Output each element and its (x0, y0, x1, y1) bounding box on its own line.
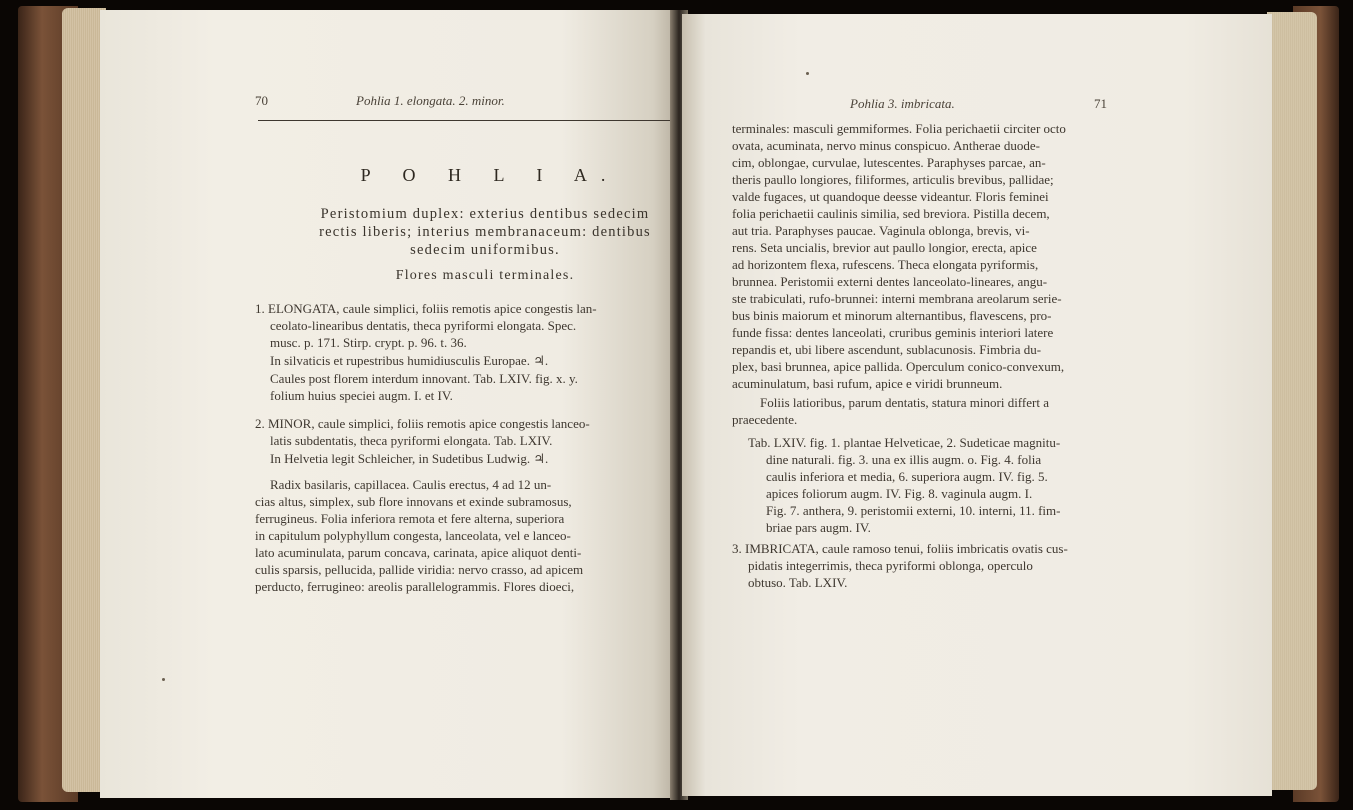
species-1-line-3: musc. p. 171. Stirp. crypt. p. 96. t. 36. (270, 335, 467, 350)
species-3-line-3: obtuso. Tab. LXIV. (748, 575, 848, 590)
body-line-12: bus binis maiorum et minorum alternantibus, flavescens, pro- (732, 308, 1052, 323)
genus-title: P O H L I A. (360, 165, 620, 185)
header-rule (258, 120, 676, 121)
body-line-9: ad horizontem flexa, rufescens. Theca elongata pyriformis, (732, 257, 1039, 272)
intro-line-1: Peristomium duplex: exterius dentibus sedecim (320, 206, 650, 222)
body-line-11: ste trabiculati, rufo-brunnei: interni membrana areolarum serie- (732, 291, 1062, 306)
description-line-2: cias altus, simplex, sub flore innovans et exinde subramosus, (255, 494, 572, 509)
description-line-4: in capitulum polyphyllum congesta, lanceolata, vel e lanceo- (255, 528, 571, 543)
right-page (682, 14, 1272, 796)
tab-line-6: briae pars augm. IV. (766, 520, 871, 535)
tab-line-3: caulis inferiora et media, 6. superiora augm. IV. fig. 5. (766, 469, 1048, 484)
description-line-3: ferrugineus. Folia inferiora remota et fere alterna, superiora (255, 511, 565, 526)
species-1-note-2: folium huius speciei augm. I. et IV. (270, 388, 453, 403)
left-page (100, 10, 676, 798)
paper-speck (806, 72, 809, 75)
species-2-line-1: 2. MINOR, caule simplici, foliis remotis apice congestis lanceo- (255, 416, 590, 431)
body-line-14: repandis et, ubi libere ascendunt, sublacunosis. Fimbria du- (732, 342, 1042, 357)
species-1-habitat: In silvaticis et rupestribus humidiusculis Europae. ♃. (270, 353, 549, 368)
species-3-line-1: 3. IMBRICATA, caule ramoso tenui, foliis imbricatis ovatis cus- (732, 541, 1068, 556)
tab-line-5: Fig. 7. anthera, 9. peristomii externi, 10. interni, 11. fim- (766, 503, 1061, 518)
description-line-1: Radix basilaris, capillacea. Caulis erectus, 4 ad 12 un- (270, 477, 552, 492)
body-line-13: funde fissa: dentes lanceolati, cruribus geminis interiori latere (732, 325, 1054, 340)
species-2-line-2: latis subdentatis, theca pyriformi elongata. Tab. LXIV. (270, 433, 553, 448)
description-line-7: perducto, ferrugineo: areolis parallelogrammis. Flores dioeci, (255, 579, 575, 594)
species-1-line-1: 1. ELONGATA, caule simplici, foliis remotis apice congestis lan- (255, 301, 597, 316)
paper-speck (162, 678, 165, 681)
left-running-head: Pohlia 1. elongata. 2. minor. (356, 93, 505, 108)
intro-line-3: sedecim uniformibus. (410, 242, 560, 258)
body-line-2: ovata, acuminata, nervo minus conspicuo. Antherae duode- (732, 138, 1040, 153)
body-line-5: valde fugaces, ut quandoque deesse videantur. Floris feminei (732, 189, 1049, 204)
body-line-3: cim, oblongae, curvulae, lutescentes. Paraphyses parcae, an- (732, 155, 1046, 170)
body-line-16: acuminulatum, basi rufum, apice e viridi brunneum. (732, 376, 1003, 391)
body-line-1: terminales: masculi gemmiformes. Folia perichaetii circiter octo (732, 121, 1066, 136)
compare-line-1: Foliis latioribus, parum dentatis, statura minori differt a (760, 395, 1049, 410)
compare-line-2: praecedente. (732, 412, 798, 427)
tab-line-1: Tab. LXIV. fig. 1. plantae Helveticae, 2. Sudeticae magnitu- (748, 435, 1061, 450)
body-line-8: rens. Seta uncialis, brevior aut paullo longior, erecta, apice (732, 240, 1037, 255)
species-1-line-2: ceolato-linearibus dentatis, theca pyriformi elongata. Spec. (270, 318, 577, 333)
description-line-5: lato acuminulata, parum concava, carinata, apice aliquot denti- (255, 545, 582, 560)
body-line-7: aut tria. Paraphyses paucae. Vaginula oblonga, brevis, vi- (732, 223, 1030, 238)
body-line-10: brunnea. Peristomii externi dentes lanceolato-lineares, angu- (732, 274, 1048, 289)
right-page-edges (1267, 12, 1317, 790)
right-running-head: Pohlia 3. imbricata. (850, 96, 955, 111)
flores-line: Flores masculi terminales. (395, 268, 575, 283)
left-page-number: 70 (255, 93, 268, 108)
right-page-number: 71 (1094, 96, 1107, 111)
body-line-4: theris paullo longiores, filiformes, articulis brevibus, pallidae; (732, 172, 1054, 187)
body-line-6: folia perichaetii caulinis similia, sed breviora. Pistilla decem, (732, 206, 1050, 221)
description-line-6: culis sparsis, pellucida, pallide viridia: nervo crasso, ad apicem (255, 562, 584, 577)
intro-line-2: rectis liberis; interius membranaceum: dentibus (319, 224, 651, 240)
body-line-15: plex, basi brunnea, apice pallida. Operculum conico-convexum, (732, 359, 1065, 374)
tab-line-4: apices foliorum augm. IV. Fig. 8. vaginula augm. I. (766, 486, 1033, 501)
tab-line-2: dine naturali. fig. 3. una ex illis augm. o. Fig. 4. folia (766, 452, 1042, 467)
species-1-note-1: Caules post florem interdum innovant. Tab. LXIV. fig. x. y. (270, 371, 578, 386)
species-2-habitat: In Helvetia legit Schleicher, in Sudetibus Ludwig. ♃. (270, 451, 549, 466)
species-3-line-2: pidatis integerrimis, theca pyriformi oblonga, operculo (748, 558, 1033, 573)
